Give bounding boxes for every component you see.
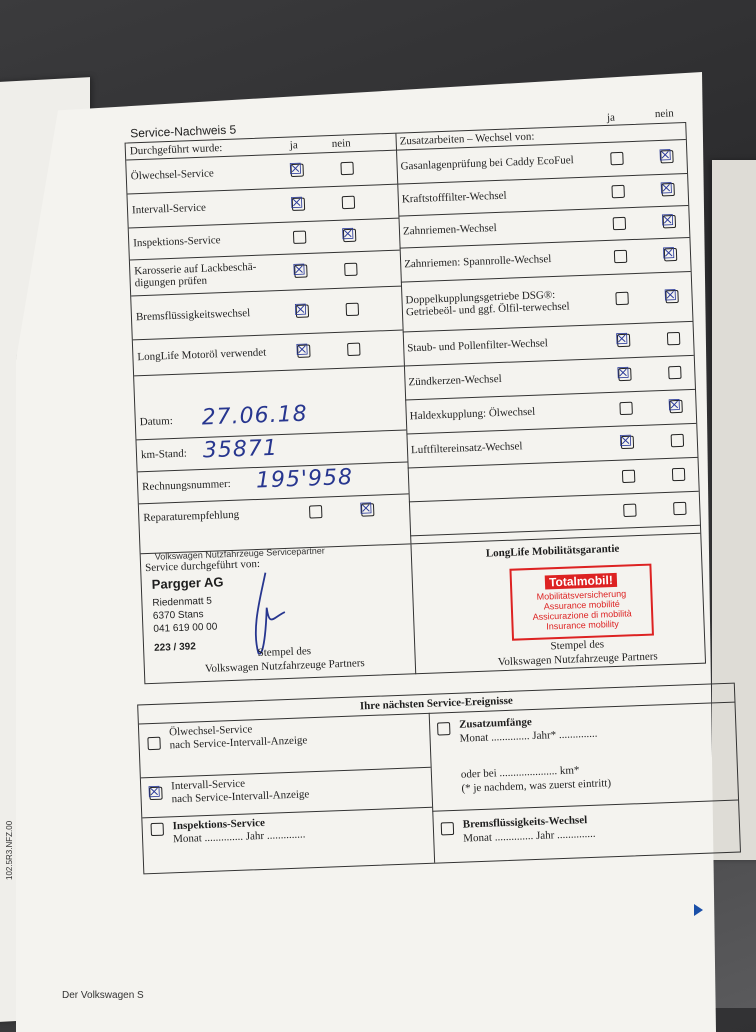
performed-yes-checkbox[interactable]	[288, 159, 303, 179]
next-events-left	[139, 713, 435, 874]
mobility-caption-2: Volkswagen Nutzfahrzeuge Partners	[497, 650, 658, 669]
next-interval-text	[171, 775, 310, 806]
date-label: Datum:	[139, 415, 174, 429]
brake-fluid-text	[463, 813, 596, 846]
next-events-right	[429, 702, 740, 863]
performed-yes-checkbox[interactable]	[293, 300, 309, 320]
additional-no-checkbox[interactable]	[660, 211, 676, 230]
km-label: km-Stand:	[140, 447, 188, 462]
service-table	[125, 107, 706, 684]
next-events-box	[137, 683, 741, 875]
performed-no-checkbox[interactable]	[342, 196, 355, 209]
performed-row-label: LongLife Motoröl verwendet	[137, 346, 267, 364]
next-interval-sub: nach Service-Intervall-Anzeige	[171, 788, 310, 806]
additional-no-checkbox[interactable]	[658, 146, 673, 165]
additional-yes-checkbox[interactable]	[613, 217, 626, 230]
additional-no-checkbox[interactable]	[659, 179, 674, 198]
additional-yes-checkbox[interactable]	[614, 329, 630, 349]
performed-header-label: Durchgeführt wurde:	[129, 142, 223, 158]
next-inspection-checkbox[interactable]	[151, 823, 164, 836]
mobility-stamp-caption	[462, 634, 693, 670]
dealer-name: Pargger AG	[151, 574, 224, 592]
additional-row-label: Gasanlagenprüfung bei Caddy EcoFuel	[400, 154, 574, 173]
check-mark-icon: ☒	[616, 363, 631, 383]
check-mark-icon: ☒	[663, 285, 678, 305]
next-page-arrow-icon	[694, 904, 703, 916]
performed-no-checkbox[interactable]	[347, 343, 360, 356]
brake-fluid-checkbox[interactable]	[441, 822, 454, 835]
invoice-label: Rechnungsnummer:	[141, 477, 231, 494]
performed-row-label: Intervall-Service	[131, 201, 207, 217]
dealer-phone: 041 619 00 00	[153, 621, 218, 635]
performed-no-checkbox[interactable]	[340, 162, 353, 175]
additional-no-checkbox[interactable]	[661, 243, 677, 263]
repair-yes-checkbox[interactable]	[309, 505, 322, 518]
brake-fluid-sub: Monat .............. Jahr ..............	[463, 827, 596, 845]
km-or-text	[461, 762, 612, 795]
check-mark-icon: ☒	[293, 300, 308, 320]
check-mark-icon: ☒	[294, 340, 310, 359]
additional-no-checkbox[interactable]	[673, 502, 686, 515]
repair-no-checkbox[interactable]	[358, 499, 374, 518]
dealer-city: 6370 Stans	[152, 609, 204, 622]
check-mark-icon: ☒	[660, 211, 675, 230]
serviced-by-label: Service durchgeführt von:	[144, 557, 261, 575]
additional-scope-sub: Monat .............. Jahr* ..............	[459, 727, 598, 745]
additional-scope-title: Zusatzumfänge	[458, 716, 533, 731]
additional-no-checkbox[interactable]	[667, 332, 680, 345]
mobility-caption-1: Stempel des	[550, 638, 605, 653]
next-oil-text	[169, 721, 308, 752]
additional-row-label: Doppelkupplungsgetriebe DSG®: Getriebeöl- und ggf. Ölfil-terwechsel	[405, 288, 570, 319]
mobility-brand: Totalmobil!	[545, 573, 617, 590]
mobility-stamp	[509, 564, 654, 641]
whichever-first-note: (* je nachdem, was zuerst eintritt)	[461, 777, 612, 795]
next-oil-checkbox[interactable]	[147, 737, 160, 750]
no-header-right: nein	[654, 107, 675, 121]
check-mark-icon: ☒	[292, 260, 307, 280]
performed-no-checkbox[interactable]	[344, 263, 357, 276]
additional-yes-checkbox[interactable]	[615, 292, 628, 305]
check-mark-icon: ☒	[289, 193, 304, 213]
additional-row-label: Zündkerzen-Wechsel	[408, 372, 502, 389]
check-mark-icon: ☒	[147, 782, 162, 802]
invoice-value: 195'958	[255, 464, 354, 494]
performed-row-label: Karosserie auf Lackbeschä-digungen prüfen	[134, 260, 257, 290]
performed-no-checkbox[interactable]	[340, 224, 356, 244]
check-mark-icon: ☒	[659, 179, 674, 198]
mobility-line: Mobilitätsversicherung	[536, 588, 627, 602]
additional-header-label: Zusatzarbeiten – Wechsel von:	[399, 130, 535, 148]
mobility-title: LongLife Mobilitätsgarantie	[485, 542, 620, 560]
performed-yes-checkbox[interactable]	[294, 340, 310, 359]
check-mark-icon: ☒	[288, 159, 303, 179]
next-events-title: Ihre nächsten Service-Ereignisse	[138, 684, 734, 725]
mobility-line: Insurance mobility	[546, 618, 619, 632]
next-inspection-text	[172, 815, 305, 846]
check-mark-icon: ☒	[614, 329, 629, 349]
partner-stamp-caption	[184, 641, 385, 676]
yes-header-right: ja	[606, 111, 616, 124]
dealer-stamp	[152, 575, 227, 655]
additional-work-column	[395, 107, 700, 543]
check-mark-icon: ☒	[661, 243, 676, 263]
brake-fluid-title: Bremsflüssigkeits-Wechsel	[462, 814, 588, 831]
date-value: 27.06.18	[201, 401, 309, 431]
performed-row-label: Ölwechsel-Service	[130, 167, 215, 183]
next-interval-title: Intervall-Service	[170, 777, 246, 793]
no-header: nein	[331, 137, 351, 151]
footer-text: Der Volkswagen S	[62, 990, 144, 1001]
stamp-area	[141, 533, 705, 684]
additional-yes-checkbox[interactable]	[619, 402, 632, 415]
km-value: 35871	[202, 435, 279, 464]
service-record-sheet	[86, 106, 715, 927]
additional-yes-checkbox[interactable]	[614, 250, 627, 263]
additional-no-checkbox[interactable]	[668, 366, 681, 379]
next-interval-checkbox[interactable]	[147, 782, 162, 802]
next-oil-title: Ölwechsel-Service	[168, 723, 253, 739]
performed-no-checkbox[interactable]	[346, 303, 359, 316]
additional-no-checkbox[interactable]	[663, 285, 678, 305]
additional-yes-checkbox[interactable]	[618, 431, 634, 451]
check-mark-icon: ☒	[340, 224, 355, 244]
check-mark-icon: ☒	[658, 146, 673, 165]
partner-header: Volkswagen Nutzfahrzeuge Servicepartner	[154, 545, 325, 562]
additional-row-label: Haldexkupplung: Ölwechsel	[409, 405, 536, 423]
partner-stamp-box	[141, 544, 417, 684]
additional-yes-checkbox[interactable]	[623, 504, 636, 517]
additional-no-checkbox[interactable]	[667, 395, 682, 415]
performed-yes-checkbox[interactable]	[292, 260, 307, 280]
additional-row-label: Kraftstofffilter-Wechsel	[401, 189, 507, 206]
check-mark-icon: ☒	[618, 431, 633, 451]
mobility-line: Assicurazione di mobilità	[532, 608, 632, 622]
check-mark-icon: ☒	[358, 499, 373, 518]
next-oil-sub: nach Service-Intervall-Anzeige	[169, 734, 308, 752]
partner-caption-2: Volkswagen Nutzfahrzeuge Partners	[204, 657, 365, 675]
next-inspection-sub: Monat .............. Jahr ..............	[172, 828, 306, 846]
partner-caption-1: Stempel des	[257, 645, 312, 660]
performed-column	[126, 134, 412, 554]
form-code: 102.5R3.NFZ.00	[5, 820, 14, 880]
dealer-street: Riedenmatt 5	[152, 595, 213, 609]
additional-scope-text	[459, 713, 598, 746]
performed-row-label: Inspektions-Service	[133, 234, 221, 250]
additional-row-label: Staub- und Pollenfilter-Wechsel	[407, 337, 549, 355]
performed-row-label: Bremsflüssigkeitswechsel	[135, 307, 251, 324]
additional-row-label: Zahnriemen: Spannrolle-Wechsel	[403, 253, 552, 271]
check-mark-icon: ☒	[667, 395, 682, 415]
additional-row-label: Zahnriemen-Wechsel	[402, 222, 497, 238]
additional-no-checkbox[interactable]	[671, 434, 684, 447]
repair-label: Reparaturempfehlung	[143, 508, 240, 525]
km-or-line: oder bei ..................... km*	[460, 764, 580, 781]
performed-yes-checkbox[interactable]	[293, 231, 306, 244]
dealer-code: 223 / 392	[153, 641, 197, 654]
performed-yes-checkbox[interactable]	[289, 193, 305, 213]
mobility-line: Assurance mobilité	[543, 598, 620, 612]
yes-header: ja	[289, 139, 298, 152]
record-title: Service-Nachweis 5	[129, 122, 237, 141]
next-inspection-title: Inspektions-Service	[172, 816, 266, 833]
additional-scope-checkbox[interactable]	[437, 722, 450, 735]
additional-no-checkbox[interactable]	[672, 468, 685, 481]
additional-row-label: Luftfiltereinsatz-Wechsel	[410, 440, 523, 457]
additional-yes-checkbox[interactable]	[610, 152, 623, 165]
additional-yes-checkbox[interactable]	[622, 470, 635, 483]
additional-yes-checkbox[interactable]	[616, 363, 631, 383]
additional-yes-checkbox[interactable]	[611, 185, 624, 198]
